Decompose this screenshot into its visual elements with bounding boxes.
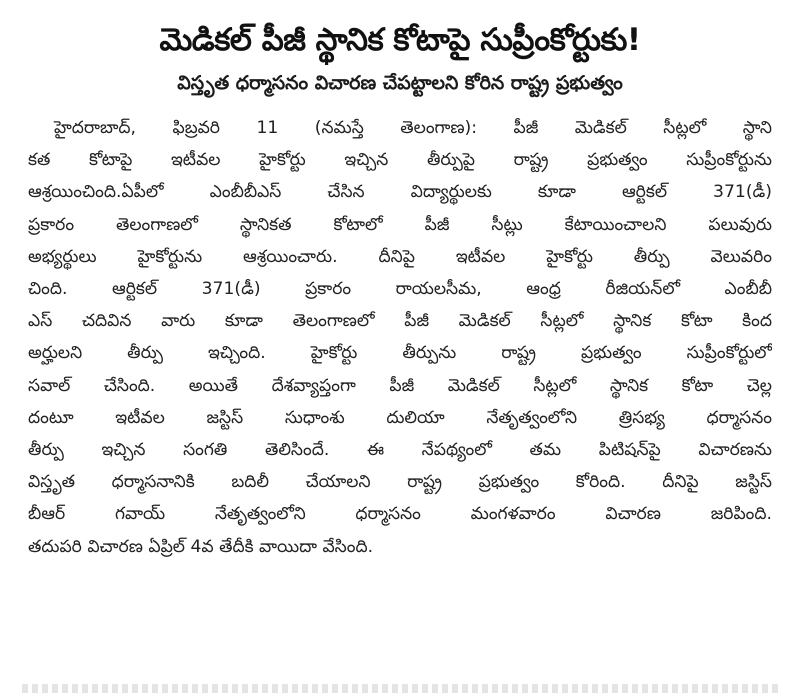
body-line: విస్తృత ధర్మాసనానికి బదిలీ చేయాలని రాష్ట్ర ప్రభుత్వం కోరింది. దీనిపై జస్టిస్ (28, 472, 772, 493)
body-line: ప్రకారం తెలంగాణలో స్థానికత కోటాలో పీజీ సీట్లు కేటాయించాలని పలువురు (28, 214, 772, 235)
body-line: సవాల్ చేసింది. అయితే దేశవ్యాప్తంగా పీజీ మెడికల్ సీట్లలో స్థానిక కోటా చెల్ల (28, 375, 772, 396)
page-edge-divider (22, 684, 778, 693)
body-line: హైదరాబాద్, ఫిబ్రవరి 11 (నమస్తే తెలంగాణ): పీజీ మెడికల్ సీట్లలో స్థాని (54, 118, 772, 138)
subheadline: విస్తృత ధర్మాసనం విచారణ చేపట్టాలని కోరిన రాష్ట్ర ప్రభుత్వం (177, 72, 623, 94)
article-body (28, 112, 772, 563)
body-line: బీఆర్ గవాయ్ నేతృత్వంలోని ధర్మాసనం మంగళవారం విచారణ జరిపింది. (28, 504, 772, 525)
body-line: తదుపరి విచారణ ఏప్రిల్ 4వ తేదీకి వాయిదా వేసింది. (28, 536, 374, 557)
body-line: అర్హులని తీర్పు ఇచ్చింది. హైకోర్టు తీర్పును రాష్ట్ర ప్రభుత్వం సుప్రీంకోర్టులో (28, 343, 772, 364)
body-line: తీర్పు ఇచ్చిన సంగతి తెలిసిందే. ఈ నేపథ్యంలో తమ పిటిషన్‌పై విచారణను (28, 440, 772, 461)
body-line: దంటూ ఇటీవల జస్టిస్ సుధాంశు దులియా నేతృత్వంలోని త్రిసభ్య ధర్మాసనం (28, 407, 772, 428)
body-line: ఎస్ చదివిన వారు కూడా తెలంగాణలో పీజీ మెడికల్ సీట్లలో స్థానిక కోటా కింద (28, 311, 772, 332)
body-line: అభ్యర్థులు హైకోర్టును ఆశ్రయించారు. దీనిపై ఇటీవల హైకోర్టు తీర్పు వెలువరిం (28, 246, 772, 267)
body-line: కత కోటాపై ఇటీవల హైకోర్టు ఇచ్చిన తీర్పుపై రాష్ట్ర ప్రభుత్వం సుప్రీంకోర్టును (28, 150, 772, 171)
body-line: చింది. ఆర్టికల్ 371(డీ) ప్రకారం రాయలసీమ, ఆంధ్ర రీజియన్‌లో ఎంబీబీ (28, 279, 772, 300)
body-line: ఆశ్రయించింది.ఏపీలో ఎంబీబీఎస్ చేసిన విద్యార్థులకు కూడా ఆర్టికల్ 371(డీ) (28, 182, 772, 203)
headline: మెడికల్ పీజీ స్థానిక కోటాపై సుప్రీంకోర్టుకు! (159, 22, 641, 58)
